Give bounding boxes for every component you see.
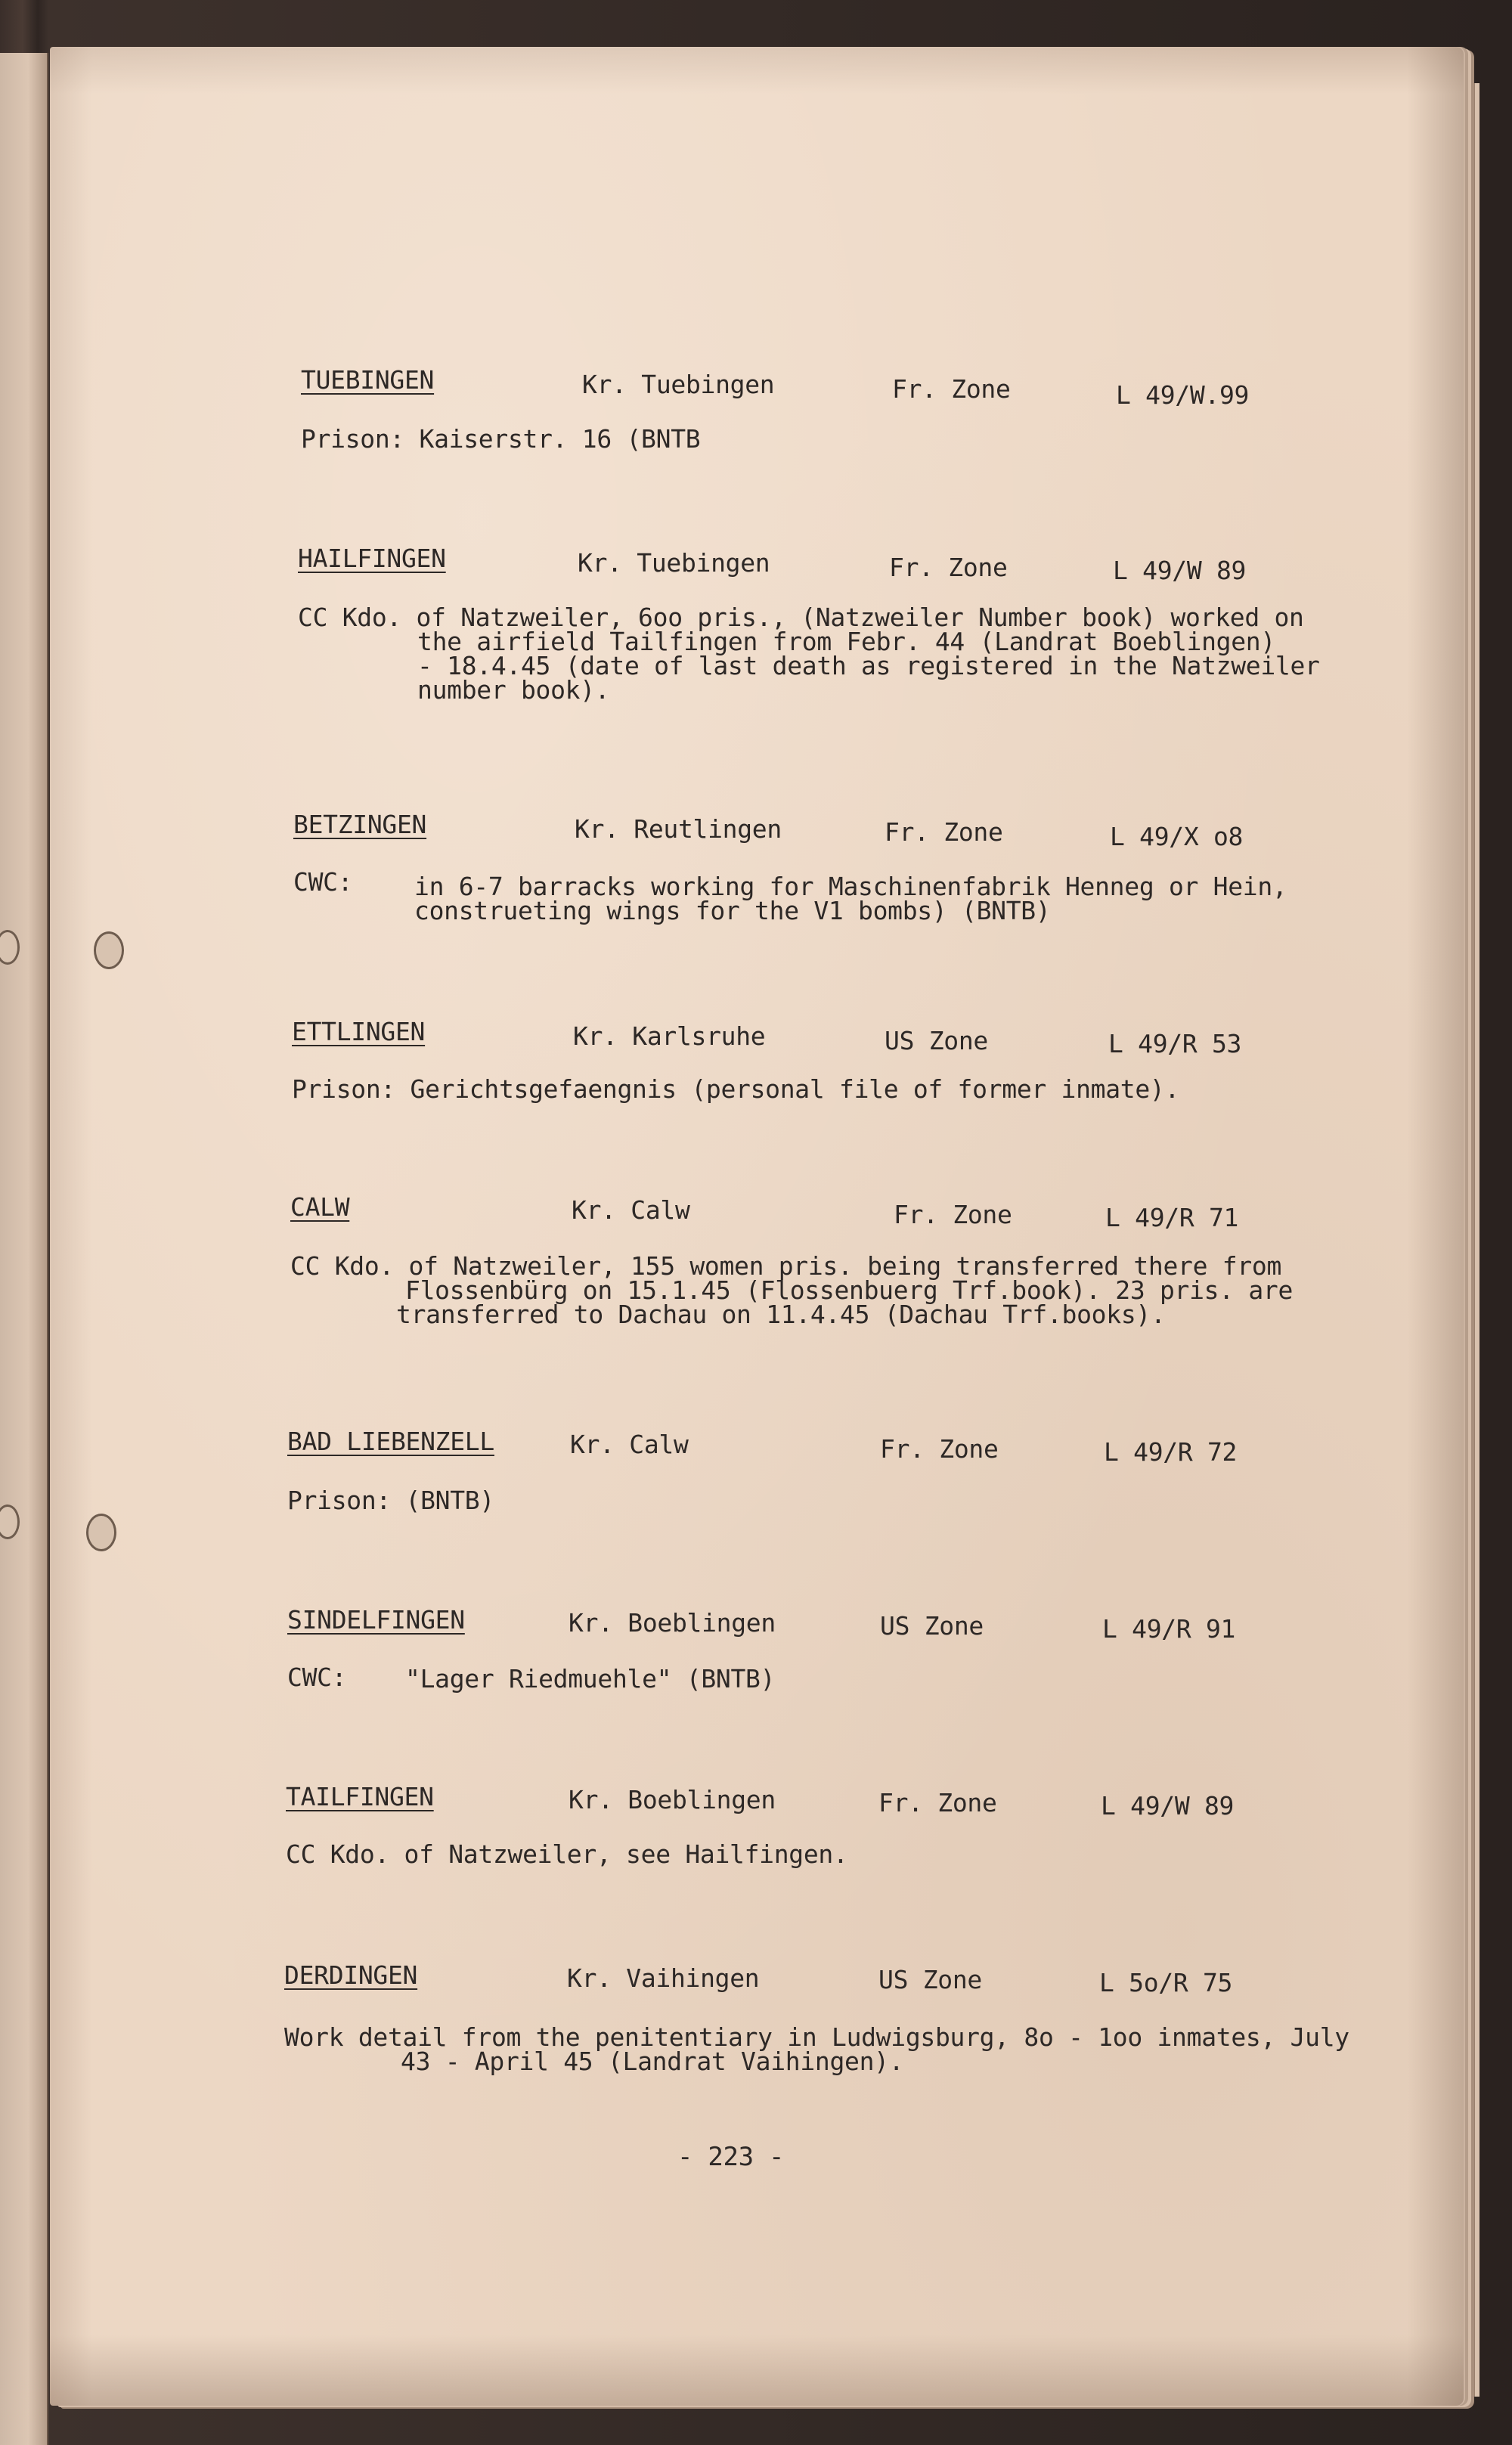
district: Kr. Karlsruhe	[573, 1021, 766, 1051]
district: Kr. Vaihingen	[567, 1963, 760, 1993]
place-name: BAD LIEBENZELL	[287, 1427, 494, 1456]
district: Kr. Tuebingen	[578, 548, 770, 578]
zone: Fr. Zone	[878, 1788, 997, 1817]
binding-hole	[0, 1504, 20, 1539]
entry-line: - 18.4.45 (date of last death as registered in the Natzweiler	[417, 651, 1320, 680]
entry-line: number book).	[417, 675, 610, 705]
district: Kr. Tuebingen	[582, 370, 775, 399]
place-name: CALW	[290, 1192, 350, 1222]
zone: Fr. Zone	[880, 1434, 999, 1464]
page-edge	[1474, 83, 1479, 2397]
entry-line: 43 - April 45 (Landrat Vaihingen).	[401, 2047, 904, 2076]
district: Kr. Calw	[572, 1195, 690, 1225]
zone: Fr. Zone	[892, 374, 1011, 404]
place-name: HAILFINGEN	[298, 544, 446, 573]
entry-line: CC Kdo. of Natzweiler, 155 women pris. being transferred there from	[290, 1251, 1282, 1281]
entry-line: CC Kdo. of Natzweiler, see Hailfingen.	[286, 1839, 848, 1869]
page-edge	[1467, 68, 1472, 2381]
district: Kr. Boeblingen	[569, 1608, 776, 1638]
place-name: BETZINGEN	[293, 810, 427, 839]
district: Kr. Reutlingen	[575, 814, 782, 844]
grid-ref: L 49/W 89	[1113, 556, 1247, 585]
zone: US Zone	[878, 1965, 982, 1994]
document-page	[50, 47, 1464, 2406]
entry-line: CC Kdo. of Natzweiler, 6oo pris., (Natzweiler Number book) worked on	[298, 603, 1304, 632]
place-name: DERDINGEN	[284, 1960, 418, 1990]
place-name: TUEBINGEN	[301, 365, 435, 395]
entry-line: Prison: (BNTB)	[287, 1486, 494, 1515]
entry-line: Flossenbürg on 15.1.45 (Flossenbuerg Trf.book). 23 pris. are	[405, 1275, 1294, 1305]
zone: US Zone	[880, 1611, 984, 1641]
entry-line: in 6-7 barracks working for Maschinenfabrik Henneg or Hein,	[414, 872, 1287, 901]
entry-line: transferred to Dachau on 11.4.45 (Dachau Trf.books).	[396, 1300, 1166, 1329]
place-name: SINDELFINGEN	[287, 1605, 465, 1635]
place-name: TAILFINGEN	[286, 1782, 434, 1811]
grid-ref: L 49/R 72	[1104, 1437, 1238, 1467]
entry-line: Prison: Kaiserstr. 16 (BNTB	[301, 424, 701, 454]
entry-line: the airfield Tailfingen from Febr. 44 (Landrat Boeblingen)	[417, 627, 1275, 656]
zone: Fr. Zone	[889, 553, 1008, 582]
place-name: ETTLINGEN	[292, 1017, 426, 1046]
grid-ref: L 49/R 53	[1108, 1029, 1242, 1058]
punch-hole	[86, 1514, 116, 1551]
facing-page-edge	[0, 53, 48, 2445]
entry-label: CWC:	[293, 867, 353, 897]
zone: US Zone	[885, 1026, 988, 1055]
grid-ref: L 49/W.99	[1116, 380, 1250, 410]
entry-line: Work detail from the penitentiary in Ludwigsburg, 8o - 1oo inmates, July	[284, 2022, 1349, 2052]
punch-hole	[94, 931, 124, 969]
grid-ref: L 49/R 71	[1105, 1203, 1239, 1232]
grid-ref: L 49/W 89	[1101, 1791, 1235, 1821]
binding-hole	[0, 930, 20, 965]
grid-ref: L 49/X o8	[1110, 822, 1244, 851]
entry-line: "Lager Riedmuehle" (BNTB)	[405, 1664, 776, 1694]
page-number: - 223 -	[677, 2142, 785, 2172]
zone: Fr. Zone	[885, 817, 1003, 847]
entry-line: construeting wings for the V1 bombs) (BNTB)	[414, 896, 1051, 925]
district: Kr. Boeblingen	[569, 1785, 776, 1814]
entry-label: CWC:	[287, 1663, 347, 1692]
entry-line: Prison: Gerichtsgefaengnis (personal file of former inmate).	[292, 1074, 1180, 1104]
grid-ref: L 49/R 91	[1102, 1614, 1236, 1644]
grid-ref: L 5o/R 75	[1099, 1968, 1233, 1997]
zone: Fr. Zone	[894, 1200, 1012, 1229]
district: Kr. Calw	[570, 1430, 689, 1459]
